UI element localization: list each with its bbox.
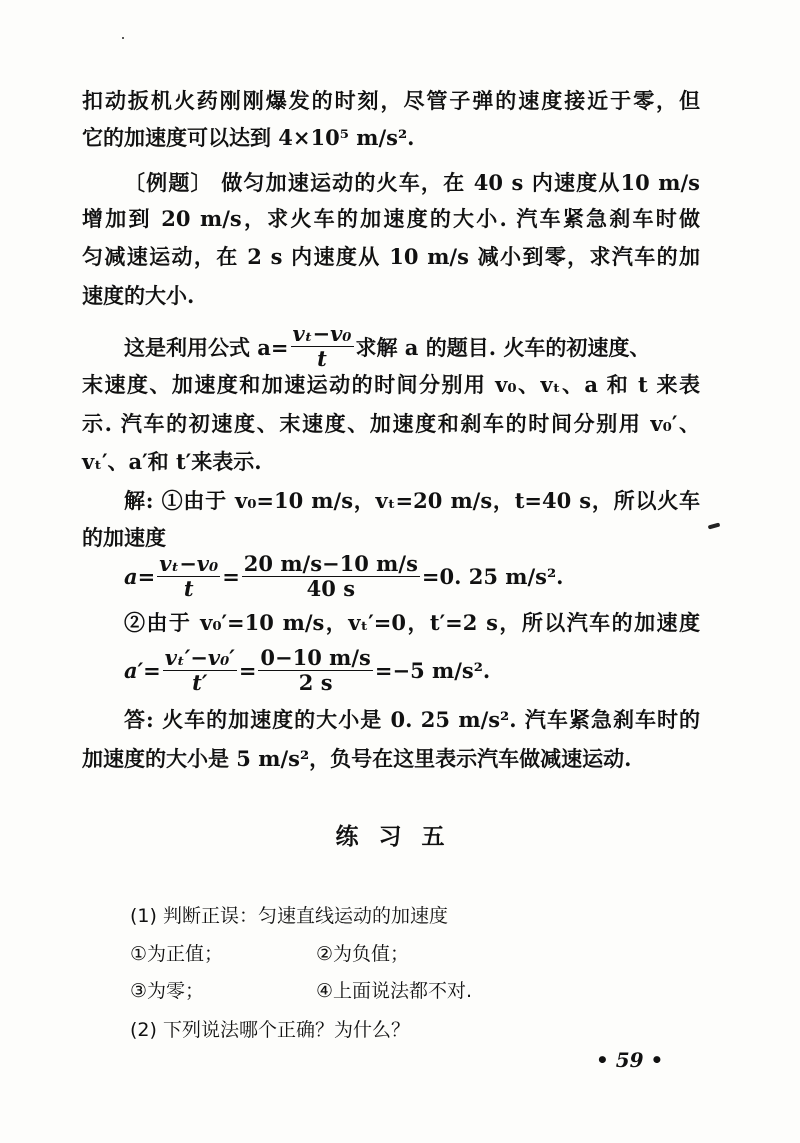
fraction [163,646,237,695]
exercise-question: (1) 判断正误：匀速直线运动的加速度 [130,905,448,927]
analysis-line: 末速度、加速度和加速运动的时间分别用 v₀、vₜ、a 和 t 来表 [82,372,700,397]
scan-speck [122,37,124,39]
answer-line: 答: 火车的加速度的大小是 0. 25 m/s². 汽车紧急刹车时的 [124,707,700,732]
eq-rhs: =−5 m/s². [374,658,491,683]
example-line: 〔例题〕 做匀加速运动的火车，在 40 s 内速度从10 m/s [124,170,700,195]
fraction [258,646,372,695]
solution-line: ②由于 v₀′=10 m/s，vₜ′=0，t′=2 s，所以汽车的加速度 [124,610,700,635]
numerator: 20 m/s−10 m/s [243,551,418,576]
page-number: • 59 • [596,1048,664,1072]
equals: = [238,658,257,683]
exercise-title: 练习五 [335,824,465,850]
fraction [242,552,420,601]
numerator: vₜ′−v₀′ [164,645,235,670]
denominator: 2 s [298,670,333,695]
fraction [291,322,354,371]
eq-lhs: a= [124,564,156,589]
analysis-line: 示. 汽车的初速度、末速度、加速度和刹车的时间分别用 v₀′、 [82,411,700,436]
exercise-option: ③为零； [130,980,205,1002]
analysis-line: vₜ′、a′和 t′来表示. [82,449,262,474]
exercise-question: (2) 下列说法哪个正确？为什么？ [130,1019,410,1041]
eq-rhs: =0. 25 m/s². [421,564,564,589]
numerator: vₜ−v₀ [292,321,352,346]
exercise-option: ①为正值； [130,943,224,965]
fraction [157,552,220,601]
exercise-option: ②为负值； [316,943,410,965]
denominator: 40 s [306,576,356,601]
denominator: t [317,346,327,371]
text-line: 扣动扳机火药刚刚爆发的时刻，尽管子弹的速度接近于零，但 [82,88,700,113]
text: 这是利用公式 a= [124,334,289,360]
denominator: t [183,576,194,601]
denominator: t′ [192,670,208,695]
answer-line: 加速度的大小是 5 m/s²，负号在这里表示汽车做减速运动. [82,746,632,771]
solution-line: 解: ①由于 v₀=10 m/s，vₜ=20 m/s，t=40 s，所以火车 [124,488,700,513]
solution-line: 的加速度 [82,525,166,550]
analysis-formula-line [124,322,650,371]
exercise-option: ④上面说法都不对. [316,980,473,1002]
text-line: 它的加速度可以达到 4×10⁵ m/s². [82,125,415,150]
equation-1 [124,552,563,601]
equals: = [222,564,240,589]
scan-speck [708,523,721,530]
example-line: 匀减速运动，在 2 s 内速度从 10 m/s 减小到零，求汽车的加 [82,244,700,269]
equation-2 [124,646,490,695]
numerator: 0−10 m/s [260,645,371,670]
numerator: vₜ−v₀ [159,551,219,576]
text: 求解 a 的题目. 火车的初速度、 [355,334,651,360]
example-line: 增加到 20 m/s，求火车的加速度的大小. 汽车紧急刹车时做 [82,206,700,231]
example-line: 速度的大小. [82,283,195,308]
eq-lhs: a′= [124,658,161,683]
